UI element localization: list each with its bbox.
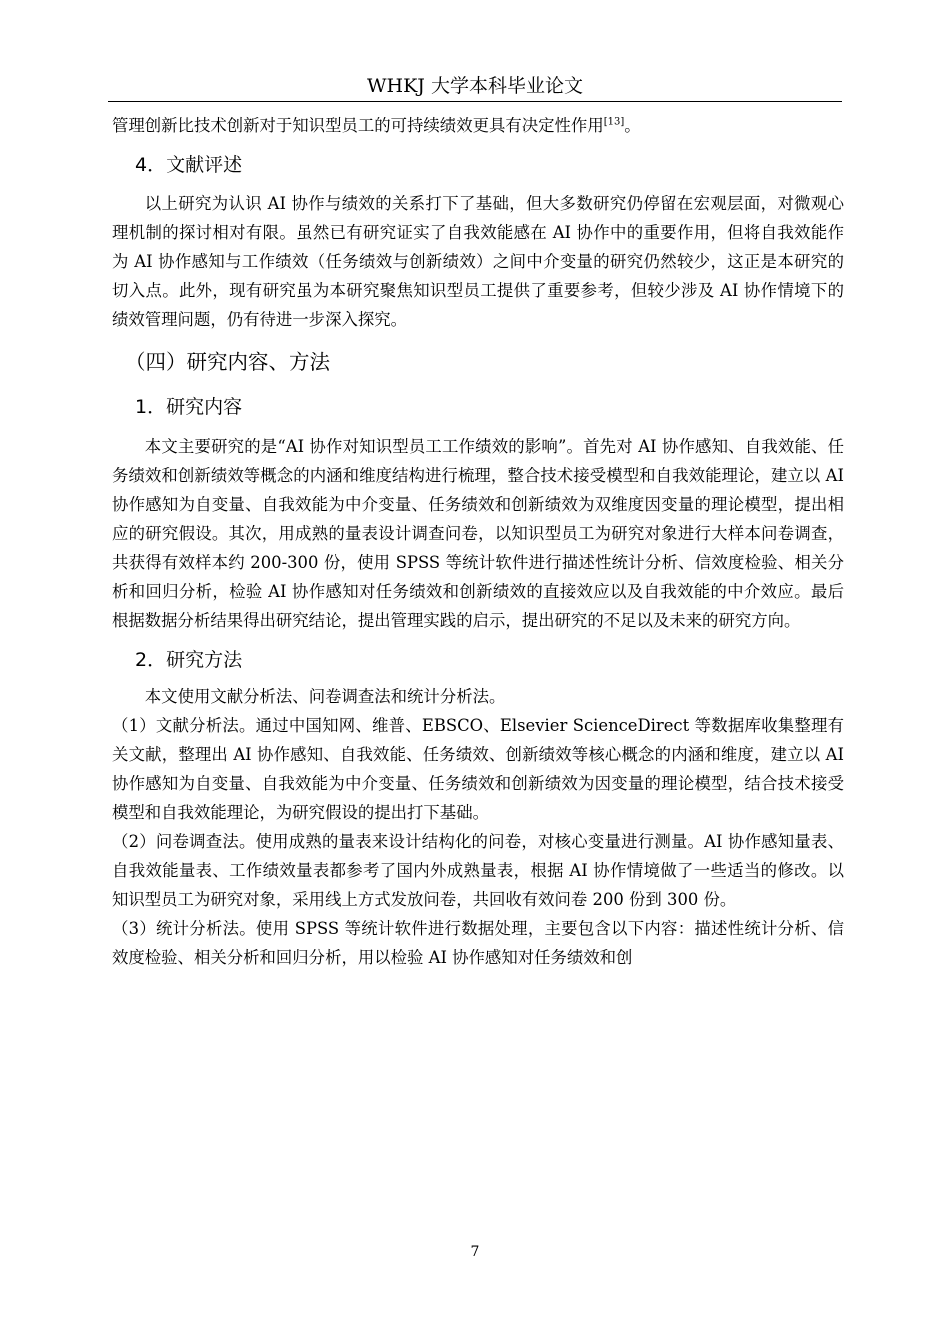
paragraph-method-questionnaire: （2）问卷调查法。使用成熟的量表来设计结构化的问卷，对核心变量进行测量。AI 协作感知量表、自我效能量表、工作绩效量表都参考了国内外成熟量表，根据 AI 协作情境做了一些适当的修改。以知识型员工为研究对象，采用线上方式发放问卷，共回收有效问卷 200 份到 300 份。 [112,832,844,909]
paragraph-method-intro: 本文使用文献分析法、问卷调查法和统计分析法。 [144,687,506,706]
paragraph-method-statistics: （3）统计分析法。使用 SPSS 等统计软件进行数据处理，主要包含以下内容：描述性统计分析、信效度检验、相关分析和回归分析，用以检验 AI 协作感知对任务绩效和创 [112,919,844,967]
heading-research-method: 2．研究方法 [135,649,243,671]
page-body [112,111,844,972]
header-rule [108,101,842,102]
heading-research-content: 1．研究内容 [135,396,243,418]
running-header: WHKJ 大学本科毕业论文 [367,75,583,97]
heading-literature-review: 4．文献评述 [135,154,243,176]
citation-ref: [13] [603,116,625,128]
paragraph-end: 。 [624,116,641,135]
paragraph-continuation [112,111,844,140]
paragraph-text: 管理创新比技术创新对于知识型员工的可持续绩效更具有决定性作用 [112,116,604,135]
paragraph-literature-review: 以上研究为认识 AI 协作与绩效的关系打下了基础，但大多数研究仍停留在宏观层面，对微观心理机制的探讨相对有限。虽然已有研究证实了自我效能感在 AI 协作中的重要作用，但将自我效能作为 AI 协作感知与工作绩效（任务绩效与创新绩效）之间中介变量的研究仍然较少，这正是本研究的切入点。此外，现有研究虽为本研究聚焦知识型员工提供了重要参考，但较少涉及 AI 协作情境下的绩效管理问题，仍有待进一步深入探究。 [112,194,844,329]
page-number: 7 [470,1244,480,1260]
paragraph-method-literature: （1）文献分析法。通过中国知网、维普、EBSCO、Elsevier ScienceDirect 等数据库收集整理有关文献，整理出 AI 协作感知、自我效能、任务绩效、创新绩效等核心概念的内涵和维度，建立以 AI 协作感知为自变量、自我效能为中介变量、任务绩效和创新绩效为因变量的理论模型，结合技术接受模型和自我效能理论，为研究假设的提出打下基础。 [112,716,844,822]
heading-section-4: （四）研究内容、方法 [125,350,330,374]
paragraph-research-content: 本文主要研究的是“AI 协作对知识型员工工作绩效的影响”。首先对 AI 协作感知、自我效能、任务绩效和创新绩效等概念的内涵和维度结构进行梳理，整合技术接受模型和自我效能理论，建立以 AI 协作感知为自变量、自我效能为中介变量、任务绩效和创新绩效为双维度因变量的理论模型，提出相应的研究假设。其次，用成熟的量表设计调查问卷，以知识型员工为研究对象进行大样本问卷调查，共获得有效样本约 200-300 份，使用 SPSS 等统计软件进行描述性统计分析、信效度检验、相关分析和回归分析，检验 AI 协作感知对任务绩效和创新绩效的直接效应以及自我效能的中介效应。最后根据数据分析结果得出研究结论，提出管理实践的启示，提出研究的不足以及未来的研究方向。 [112,437,844,630]
